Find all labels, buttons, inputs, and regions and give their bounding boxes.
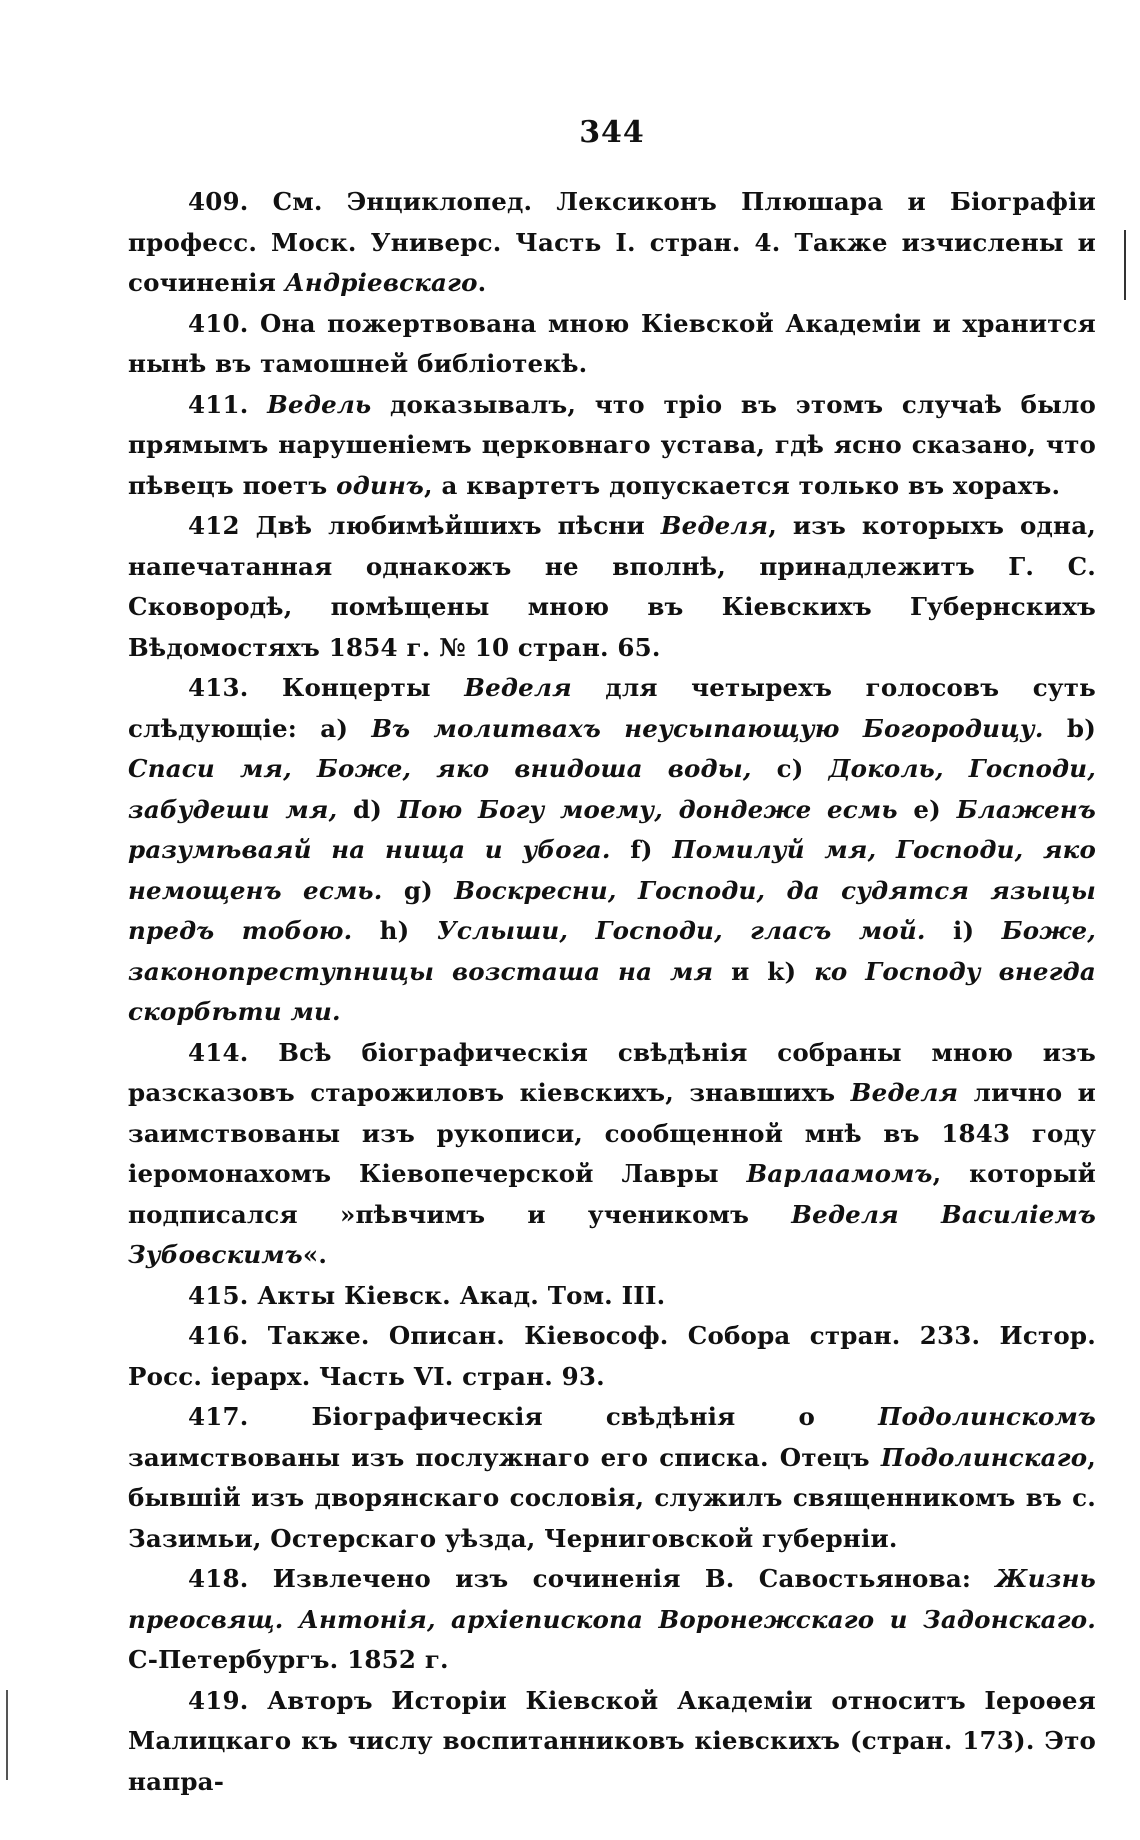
scan-left-mark: [6, 1690, 8, 1780]
text-run: Двѣ любимѣйшихъ пѣсни: [239, 511, 661, 540]
text-run: [248, 390, 267, 419]
text-run: Біографическія свѣдѣнія о: [248, 1402, 879, 1431]
footnote-number: 415.: [188, 1280, 249, 1310]
text-run: Авторъ Исторіи Кіевской Академіи относитъ Іероѳея Малицкаго къ числу воспитанниковъ кіевскихъ (стран. 173). Это напра-: [128, 1685, 1096, 1796]
text-run: , бывшій изъ дворянскаго сословія, служилъ священникомъ въ с. Зазимьи, Остерскаго уѣзда, Черниговской губерніи.: [128, 1442, 1096, 1553]
footnote-number: 410.: [188, 308, 249, 338]
italic-text: Андріевскаго: [284, 268, 478, 297]
italic-text: Помилуй мя, Господи, яко немощенъ есмь.: [128, 835, 1096, 905]
italic-text: Веделя Василіемъ Зубовскимъ: [128, 1199, 1096, 1269]
italic-text: Веделя: [660, 511, 769, 540]
footnote-number: 414.: [188, 1037, 249, 1067]
text-run: заимствованы изъ послужнаго его списка. Отецъ: [128, 1442, 881, 1472]
footnote-410: [128, 304, 1096, 385]
footnote-413: [128, 668, 1096, 1033]
footnote-number: 409.: [188, 187, 249, 216]
text-run: g): [382, 875, 455, 905]
text-run: для четырехъ голосовъ суть слѣдующіе: a): [128, 673, 1096, 743]
text-run: См. Энциклопед. Лексиконъ Плюшара и Біографіи професс. Моск. Универс. Часть I. стран. 4. Также изчислены и сочиненія: [128, 187, 1096, 297]
text-run: .: [477, 268, 487, 297]
footnote-number: 412: [188, 511, 240, 540]
text-run: лично и заимствованы изъ рукописи, сообщенной мнѣ въ 1843 году іеромонахомъ Кіевопечерской Лавры: [128, 1078, 1096, 1188]
italic-text: Воскресни, Господи, да судятся языцы предъ тобою.: [128, 875, 1096, 945]
text-run: и k): [713, 956, 815, 986]
page-number: 344: [579, 115, 645, 150]
italic-text: Варлаамомъ: [746, 1159, 933, 1188]
text-run: , который подписался »пѣвчимъ и ученикомъ: [128, 1159, 1097, 1229]
footnote-409: [128, 182, 1096, 304]
italic-text: Веделя: [850, 1078, 959, 1107]
italic-text: Въ молитвахъ неусыпающую Богородицу.: [371, 713, 1044, 743]
footnote-415: [128, 1276, 1096, 1317]
italic-text: Боже, законопреступницы возсташа на мя: [128, 916, 1096, 986]
italic-text: Услыши, Господи, гласъ мой.: [436, 916, 926, 945]
footnote-number: 417.: [188, 1402, 249, 1431]
text-run: c): [751, 754, 829, 783]
text-run: b): [1043, 713, 1097, 743]
footnote-417: [128, 1397, 1096, 1559]
text-run: h): [352, 916, 437, 945]
italic-text: Подолинскомъ: [878, 1402, 1096, 1431]
footnote-414: [128, 1033, 1096, 1276]
footnote-419: [128, 1681, 1096, 1803]
scan-edge-line: [1124, 230, 1126, 300]
text-run: Акты Кіевск. Акад. Том. III.: [248, 1280, 666, 1310]
text-run: i): [925, 916, 1002, 945]
footnote-411: [128, 385, 1096, 507]
text-run: доказывалъ, что тріо въ этомъ случаѣ было прямымъ нарушеніемъ церковнаго устава, гдѣ ясно сказано, что пѣвецъ поетъ: [128, 389, 1096, 500]
text-run: Всѣ біографическія свѣдѣнія собраны мною изъ разсказовъ старожиловъ кіевскихъ, знавшихъ: [128, 1037, 1096, 1107]
footnote-number: 416.: [188, 1321, 249, 1350]
text-run: , изъ которыхъ одна, напечатанная однакожъ не вполнѣ, принадлежитъ Г. С. Сковородѣ, помѣщены мною въ Кіевскихъ Губернскихъ Вѣдомостяхъ 1854 г. № 10 стран. 65.: [128, 511, 1096, 662]
footnote-418: [128, 1559, 1096, 1681]
italic-text: Жизнь преосвящ. Антонія, архіепископа Воронежскаго и Задонскаго.: [128, 1564, 1096, 1634]
italic-text: Подолинскаго: [880, 1442, 1088, 1472]
footnote-number: 419.: [188, 1685, 249, 1715]
footnote-412: [128, 506, 1096, 668]
text-run: Также. Описан. Кіевософ. Собора стран. 233. Истор. Росс. іерарх. Часть VI. стран. 93.: [128, 1321, 1096, 1391]
footnote-number: 413.: [188, 673, 249, 702]
italic-text: Блаженъ разумѣваяй на нища и убога.: [128, 794, 1096, 864]
italic-text: Спаси мя, Боже, яко внидоша воды,: [128, 754, 752, 783]
text-run: Извлечено изъ сочиненія В. Савостьянова:: [248, 1564, 996, 1593]
text-run: Концерты: [248, 673, 465, 702]
text-run: , а квартетъ допускается только въ хорахъ.: [424, 470, 1061, 500]
text-run: С-Петербургъ. 1852 г.: [128, 1645, 449, 1674]
text-run: f): [610, 835, 673, 864]
footnote-number: 418.: [188, 1564, 249, 1593]
text-run: Она пожертвована мною Кіевской Академіи и хранится нынѣ въ тамошней библіотекѣ.: [128, 308, 1096, 378]
text-run: «.: [302, 1240, 328, 1269]
italic-text: одинъ: [336, 470, 425, 500]
italic-text: Веделя: [464, 673, 572, 702]
text-run: d): [337, 794, 398, 824]
footnotes: [128, 182, 1096, 1802]
italic-text: Доколь, Господи, забудеши мя,: [128, 754, 1097, 824]
footnote-number: 411.: [188, 389, 249, 419]
text-run: e): [897, 794, 957, 824]
italic-text: Пою Богу моему, дондеже есмь: [397, 794, 898, 824]
italic-text: Ведель: [267, 389, 372, 419]
italic-text: ко Господу внегда скорбѣти ми.: [128, 956, 1096, 1026]
footnote-416: [128, 1316, 1096, 1397]
